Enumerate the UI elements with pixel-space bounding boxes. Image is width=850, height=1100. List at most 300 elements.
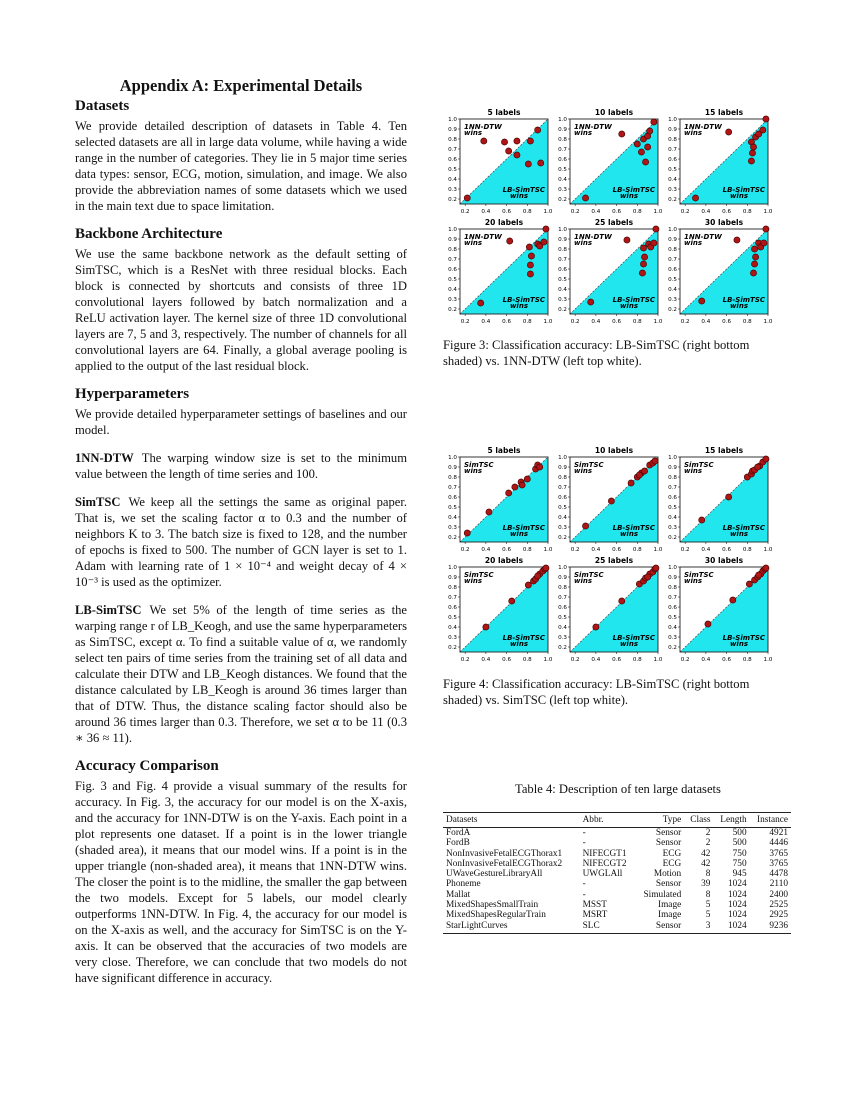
data-point — [514, 152, 520, 158]
upper-win-label: SimTSC — [684, 571, 714, 579]
data-point — [619, 131, 625, 137]
x-tick-label: 0.4 — [701, 547, 711, 553]
x-tick-label: 1.0 — [543, 209, 553, 215]
data-point — [543, 226, 549, 232]
lbsimtsc-text: We set 5% of the length of time series as the warping range r of LB_Keogh, and use the same hyperparameters as SimTSC, except α. To find a suitable value of α, we randomly select ten pairs of time series from the training set of all data and calculate their DTW and LB_Keogh distances. We found that the distance calculated by LB_Keogh is around 36 times larger than that of DTW. Thus, the distance scaling factor should also be around 36 times larger than 0.3. Therefore, we set α to be 11 (0.3 ∗ 36 ≈ 11). — [75, 603, 407, 745]
y-tick-label: 0.9 — [558, 575, 567, 581]
lower-win-label: LB-SimTSC — [612, 296, 655, 304]
data-point — [535, 573, 541, 579]
table-row — [443, 828, 791, 839]
lower-win-label: LB-SimTSC — [502, 186, 545, 194]
dataset-name-cell: MixedShapesSmallTrain — [446, 900, 539, 911]
panel-title: 30 labels — [704, 556, 744, 565]
panel-title: 10 labels — [594, 446, 634, 455]
y-tick-label: 0.9 — [558, 237, 567, 243]
y-tick-label: 0.6 — [668, 157, 677, 163]
y-tick-label: 0.4 — [668, 515, 677, 521]
class-count-cell: 3 — [684, 921, 713, 934]
x-tick-label: 0.6 — [722, 319, 732, 325]
data-point — [507, 238, 513, 244]
header-datasets: Datasets — [443, 813, 580, 828]
data-point — [755, 464, 761, 470]
y-tick-label: 0.2 — [558, 535, 567, 541]
upper-win-label: wins — [574, 577, 593, 585]
y-tick-label: 0.5 — [668, 167, 677, 173]
y-tick-label: 0.2 — [668, 645, 677, 651]
y-tick-label: 0.5 — [558, 615, 567, 621]
data-point — [528, 253, 534, 259]
upper-win-label: SimTSC — [574, 571, 604, 579]
x-tick-label: 0.2 — [570, 547, 580, 553]
data-point — [464, 195, 470, 201]
y-tick-label: 0.4 — [558, 515, 567, 521]
y-tick-label: 0.2 — [558, 197, 567, 203]
y-tick-label: 1.0 — [448, 455, 457, 461]
panel-title: 5 labels — [487, 108, 521, 117]
panel-title: 25 labels — [594, 218, 634, 227]
abbr-cell: UWGLAll — [582, 869, 623, 880]
y-tick-label: 0.5 — [448, 505, 457, 511]
x-tick-label: 1.0 — [653, 657, 663, 663]
lower-win-label: LB-SimTSC — [612, 524, 655, 532]
data-point — [535, 127, 541, 133]
data-point — [763, 565, 769, 571]
abbr-cell: - — [582, 838, 586, 849]
x-tick-label: 0.4 — [701, 319, 711, 325]
data-point — [761, 240, 767, 246]
y-tick-label: 0.2 — [668, 307, 677, 313]
lower-win-label: LB-SimTSC — [722, 524, 765, 532]
data-point — [527, 138, 533, 144]
page-title: Appendix A: Experimental Details — [119, 76, 363, 95]
figure-3-panel-5 — [558, 218, 663, 325]
data-point — [464, 530, 470, 536]
figure-4-panel-3 — [668, 446, 773, 553]
x-tick-label: 1.0 — [653, 209, 663, 215]
datasets-heading: Datasets — [75, 98, 130, 114]
abbr-cell: NIFECGT2 — [582, 858, 627, 869]
length-cell: 1024 — [728, 889, 747, 900]
x-tick-label: 0.6 — [502, 319, 512, 325]
x-tick-label: 0.6 — [612, 657, 622, 663]
abbr-cell: NIFECGT1 — [582, 848, 627, 859]
lower-win-label: LB-SimTSC — [502, 524, 545, 532]
x-tick-label: 0.2 — [460, 657, 470, 663]
panel-title: 5 labels — [487, 446, 521, 455]
x-tick-label: 0.6 — [722, 209, 732, 215]
y-tick-label: 0.5 — [448, 167, 457, 173]
upper-win-label: 1NN-DTW — [574, 233, 612, 241]
instance-count-cell: 2925 — [769, 910, 788, 921]
x-tick-label: 0.8 — [632, 319, 642, 325]
lower-win-label: wins — [729, 640, 748, 648]
x-tick-label: 0.2 — [460, 547, 470, 553]
y-tick-label: 0.4 — [448, 625, 457, 631]
y-tick-label: 0.6 — [558, 605, 567, 611]
table-row — [443, 921, 791, 934]
data-point — [651, 119, 657, 125]
dataset-name-cell: FordB — [446, 838, 470, 849]
upper-win-label: wins — [464, 577, 483, 585]
data-point — [692, 195, 698, 201]
data-point — [751, 246, 757, 252]
data-point — [726, 494, 732, 500]
y-tick-label: 0.2 — [448, 645, 457, 651]
y-tick-label: 0.7 — [558, 257, 567, 263]
y-tick-label: 0.2 — [668, 535, 677, 541]
header-abbr: Abbr. — [580, 813, 636, 828]
data-point — [483, 624, 489, 630]
y-tick-label: 0.9 — [448, 575, 457, 581]
lower-win-label: wins — [729, 302, 748, 310]
y-tick-label: 0.4 — [448, 515, 457, 521]
table-row — [443, 879, 791, 889]
y-tick-label: 0.3 — [558, 187, 567, 193]
lbsimtsc-paragraph — [75, 602, 407, 746]
data-point — [726, 129, 732, 135]
y-tick-label: 0.8 — [448, 247, 457, 253]
y-tick-label: 0.9 — [448, 127, 457, 133]
upper-win-label: wins — [464, 129, 483, 137]
type-cell: Motion — [653, 869, 682, 880]
x-tick-label: 0.2 — [680, 209, 690, 215]
panel-title: 15 labels — [704, 446, 744, 455]
y-tick-label: 0.6 — [558, 495, 567, 501]
y-tick-label: 0.4 — [558, 287, 567, 293]
x-tick-label: 0.8 — [742, 209, 752, 215]
upper-win-label: 1NN-DTW — [464, 123, 502, 131]
data-point — [760, 127, 766, 133]
y-tick-label: 0.8 — [558, 585, 567, 591]
header-type: Type — [635, 813, 684, 828]
datasets-paragraph: We provide detailed description of datasets in Table 4. Ten selected datasets are all in large data volume, while having a wide range in the number of categories. They lie in 5 major time series data types: sensor, ECG, motion, simulation, and image. We also provide the abbreviation names of some datasets which we used in the main text due to space limitation. — [75, 119, 407, 213]
data-point — [652, 458, 658, 464]
y-tick-label: 0.7 — [558, 595, 567, 601]
y-tick-label: 1.0 — [448, 117, 457, 123]
dataset-name-cell: UWaveGestureLibraryAll — [446, 869, 543, 880]
x-tick-label: 0.4 — [481, 547, 491, 553]
x-tick-label: 0.8 — [522, 657, 532, 663]
data-point — [749, 150, 755, 156]
y-tick-label: 0.8 — [448, 137, 457, 143]
type-cell: Image — [657, 910, 682, 921]
upper-win-label: 1NN-DTW — [574, 123, 612, 131]
left-column — [75, 76, 407, 998]
upper-win-label: wins — [684, 239, 703, 247]
x-tick-label: 0.8 — [522, 319, 532, 325]
dtw-paragraph — [75, 450, 407, 482]
x-tick-label: 1.0 — [543, 547, 553, 553]
x-tick-label: 0.4 — [481, 319, 491, 325]
y-tick-label: 0.3 — [558, 525, 567, 531]
y-tick-label: 0.2 — [668, 197, 677, 203]
instance-count-cell: 4478 — [769, 869, 788, 880]
data-point — [699, 298, 705, 304]
y-tick-label: 0.6 — [558, 267, 567, 273]
data-point — [640, 261, 646, 267]
y-tick-label: 1.0 — [558, 565, 567, 571]
y-tick-label: 0.3 — [668, 187, 677, 193]
data-point — [506, 490, 512, 496]
y-tick-label: 0.8 — [558, 137, 567, 143]
data-point — [653, 226, 659, 232]
table-row — [443, 890, 791, 900]
length-cell: 500 — [732, 838, 747, 849]
instance-count-cell: 3765 — [769, 848, 788, 859]
lower-win-label: LB-SimTSC — [502, 296, 545, 304]
y-tick-label: 1.0 — [668, 565, 677, 571]
x-tick-label: 0.2 — [680, 657, 690, 663]
upper-win-label: wins — [574, 467, 593, 475]
data-point — [750, 270, 756, 276]
x-tick-label: 0.2 — [570, 319, 580, 325]
y-tick-label: 0.7 — [668, 257, 677, 263]
lower-win-label: wins — [619, 530, 638, 538]
x-tick-label: 0.4 — [591, 319, 601, 325]
x-tick-label: 0.4 — [591, 657, 601, 663]
y-tick-label: 0.6 — [668, 267, 677, 273]
y-tick-label: 0.3 — [668, 525, 677, 531]
y-tick-label: 0.6 — [448, 495, 457, 501]
lower-win-label: LB-SimTSC — [612, 634, 655, 642]
y-tick-label: 1.0 — [558, 227, 567, 233]
y-tick-label: 0.7 — [668, 595, 677, 601]
hyperparameters-heading: Hyperparameters — [75, 386, 190, 402]
y-tick-label: 0.4 — [668, 287, 677, 293]
y-tick-label: 1.0 — [558, 117, 567, 123]
lower-win-label: wins — [619, 192, 638, 200]
y-tick-label: 0.7 — [448, 147, 457, 153]
x-tick-label: 0.6 — [612, 209, 622, 215]
data-point — [512, 484, 518, 490]
length-cell: 1024 — [728, 879, 747, 890]
data-point — [638, 149, 644, 155]
type-cell: Sensor — [655, 828, 682, 838]
x-tick-label: 0.6 — [612, 319, 622, 325]
x-tick-label: 0.8 — [742, 657, 752, 663]
y-tick-label: 0.3 — [448, 187, 457, 193]
header-class: Class — [684, 813, 713, 828]
data-point — [501, 139, 507, 145]
data-point — [647, 128, 653, 134]
y-tick-label: 0.9 — [558, 465, 567, 471]
y-tick-label: 0.5 — [668, 615, 677, 621]
upper-win-label: 1NN-DTW — [684, 123, 722, 131]
abbr-cell: - — [582, 828, 586, 838]
x-tick-label: 0.4 — [701, 209, 711, 215]
header-length: Length — [713, 813, 749, 828]
lower-win-label: LB-SimTSC — [502, 634, 545, 642]
upper-win-label: 1NN-DTW — [684, 233, 722, 241]
data-point — [537, 464, 543, 470]
y-tick-label: 0.6 — [668, 495, 677, 501]
data-point — [640, 245, 646, 251]
x-tick-label: 0.2 — [460, 209, 470, 215]
y-tick-label: 0.6 — [448, 267, 457, 273]
lower-win-label: wins — [619, 302, 638, 310]
y-tick-label: 0.9 — [558, 127, 567, 133]
table-4-caption: Table 4: Description of ten large datasets — [515, 782, 721, 796]
data-point — [527, 262, 533, 268]
length-cell: 1024 — [728, 900, 747, 911]
instance-count-cell: 9236 — [750, 921, 791, 934]
table-row — [443, 900, 791, 910]
y-tick-label: 0.2 — [558, 645, 567, 651]
lower-win-label: wins — [509, 640, 528, 648]
y-tick-label: 1.0 — [668, 117, 677, 123]
dataset-name-cell: NonInvasiveFetalECGThorax1 — [446, 848, 563, 859]
length-cell: 750 — [732, 848, 747, 859]
y-tick-label: 0.4 — [668, 625, 677, 631]
data-point — [624, 237, 630, 243]
y-tick-label: 0.3 — [448, 297, 457, 303]
data-point — [756, 572, 762, 578]
figure-3-chart — [440, 104, 780, 330]
hyperparameters-paragraph: We provide detailed hyperparameter settings of baselines and our model. — [75, 407, 407, 437]
x-tick-label: 0.8 — [632, 209, 642, 215]
upper-win-label: 1NN-DTW — [464, 233, 502, 241]
y-tick-label: 0.5 — [668, 277, 677, 283]
y-tick-label: 0.6 — [668, 605, 677, 611]
lower-win-label: wins — [509, 302, 528, 310]
figure-3 — [440, 104, 780, 330]
dataset-name-cell: FordA — [446, 828, 471, 838]
figure-3-panel-4 — [448, 218, 553, 325]
y-tick-label: 0.3 — [448, 525, 457, 531]
instance-count-cell: 2400 — [769, 889, 788, 900]
data-point — [524, 476, 530, 482]
dtw-label: 1NN-DTW — [75, 451, 134, 465]
y-tick-label: 0.7 — [668, 147, 677, 153]
dataset-name-cell: MixedShapesRegularTrain — [446, 910, 546, 921]
figure-4-caption: Figure 4: Classification accuracy: LB-SimTSC (right bottom shaded) vs. SimTSC (left top white). — [443, 677, 750, 707]
data-point — [608, 498, 614, 504]
figure-3-panel-2 — [558, 108, 663, 215]
data-point — [705, 621, 711, 627]
table-row — [443, 910, 791, 920]
instance-count-cell: 2110 — [769, 879, 788, 890]
data-point — [639, 270, 645, 276]
y-tick-label: 0.5 — [558, 277, 567, 283]
y-tick-label: 0.8 — [668, 247, 677, 253]
x-tick-label: 0.4 — [481, 657, 491, 663]
data-point — [645, 144, 651, 150]
y-tick-label: 0.6 — [448, 605, 457, 611]
y-tick-label: 0.9 — [668, 465, 677, 471]
class-count-cell: 39 — [701, 879, 711, 890]
data-point — [645, 574, 651, 580]
x-tick-label: 1.0 — [763, 657, 773, 663]
figure-3-panel-1 — [448, 108, 553, 215]
y-tick-label: 0.3 — [668, 297, 677, 303]
instance-count-cell: 2525 — [769, 900, 788, 911]
abbr-cell: MSST — [582, 900, 607, 911]
x-tick-label: 1.0 — [543, 657, 553, 663]
x-tick-label: 0.4 — [701, 657, 711, 663]
class-count-cell: 2 — [705, 828, 711, 838]
table-header-row — [443, 813, 791, 828]
y-tick-label: 0.7 — [448, 485, 457, 491]
x-tick-label: 0.2 — [680, 319, 690, 325]
upper-win-label: wins — [684, 577, 703, 585]
x-tick-label: 0.8 — [522, 209, 532, 215]
data-point — [541, 239, 547, 245]
figure-4-panel-5 — [558, 556, 663, 663]
datasets-table — [443, 812, 791, 934]
class-count-cell: 42 — [701, 848, 711, 859]
data-point — [642, 159, 648, 165]
data-point — [641, 468, 647, 474]
type-cell: ECG — [662, 858, 682, 869]
lower-win-label: wins — [509, 192, 528, 200]
y-tick-label: 0.7 — [448, 257, 457, 263]
abbr-cell: MSRT — [582, 910, 608, 921]
x-tick-label: 1.0 — [763, 547, 773, 553]
data-point — [752, 254, 758, 260]
table-row — [443, 838, 791, 848]
upper-win-label: wins — [574, 239, 593, 247]
abbr-cell: - — [582, 879, 586, 890]
figure-4-chart — [440, 442, 780, 668]
upper-win-label: SimTSC — [574, 461, 604, 469]
upper-win-label: wins — [684, 467, 703, 475]
data-point — [525, 161, 531, 167]
x-tick-label: 0.2 — [570, 657, 580, 663]
x-tick-label: 0.6 — [502, 657, 512, 663]
x-tick-label: 0.8 — [522, 547, 532, 553]
figure-3-panel-3 — [668, 108, 773, 215]
data-point — [582, 523, 588, 529]
type-cell: Image — [657, 900, 682, 911]
y-tick-label: 0.2 — [448, 307, 457, 313]
y-tick-label: 0.4 — [448, 177, 457, 183]
x-tick-label: 0.6 — [502, 209, 512, 215]
class-count-cell: 42 — [701, 858, 711, 869]
data-point — [526, 244, 532, 250]
data-point — [734, 237, 740, 243]
data-point — [651, 240, 657, 246]
x-tick-label: 0.6 — [722, 547, 732, 553]
y-tick-label: 0.7 — [558, 485, 567, 491]
y-tick-label: 0.8 — [558, 247, 567, 253]
x-tick-label: 1.0 — [763, 209, 773, 215]
data-point — [730, 597, 736, 603]
dtw-text: The warping window size is set to the minimum value between the length of time series and 100. — [75, 451, 407, 481]
data-point — [543, 565, 549, 571]
y-tick-label: 0.8 — [668, 475, 677, 481]
data-point — [527, 271, 533, 277]
lower-win-label: wins — [509, 530, 528, 538]
y-tick-label: 1.0 — [668, 455, 677, 461]
type-cell: Sensor — [655, 879, 682, 890]
y-tick-label: 0.9 — [448, 237, 457, 243]
y-tick-label: 0.9 — [668, 237, 677, 243]
y-tick-label: 0.7 — [558, 147, 567, 153]
y-tick-label: 0.9 — [448, 465, 457, 471]
lower-win-label: LB-SimTSC — [722, 634, 765, 642]
data-point — [593, 624, 599, 630]
data-point — [538, 160, 544, 166]
class-count-cell: 5 — [705, 900, 711, 911]
y-tick-label: 0.9 — [668, 127, 677, 133]
y-tick-label: 0.3 — [668, 635, 677, 641]
accuracy-paragraph: Fig. 3 and Fig. 4 provide a visual summary of the results for accuracy. In Fig. 3, the accuracy for our model is on the X-axis, and the accuracy for 1NN-DTW is on the Y-axis. Each point in a plot represents one dataset. If a point is in the lower triangle (shaded area), it means that our model wins. If a point is in the upper triangle (non-shaded area), it means that 1NN-DTW wins. The closer the point is to the midline, the smaller the gap between the two models. Except for 5 labels, our model clearly outperforms 1NN-DTW. In Fig. 4, the accuracy for our model is on the X-axis as well, and the accuracy for SimTSC is on the Y-axis. It can be observed that the accuracies of two models are very close. Therefore, we can conclude that two models do not have significant difference in accuracy. — [75, 779, 407, 985]
y-tick-label: 0.2 — [448, 197, 457, 203]
y-tick-label: 0.2 — [558, 307, 567, 313]
y-tick-label: 0.8 — [448, 475, 457, 481]
y-tick-label: 1.0 — [668, 227, 677, 233]
data-point — [619, 598, 625, 604]
